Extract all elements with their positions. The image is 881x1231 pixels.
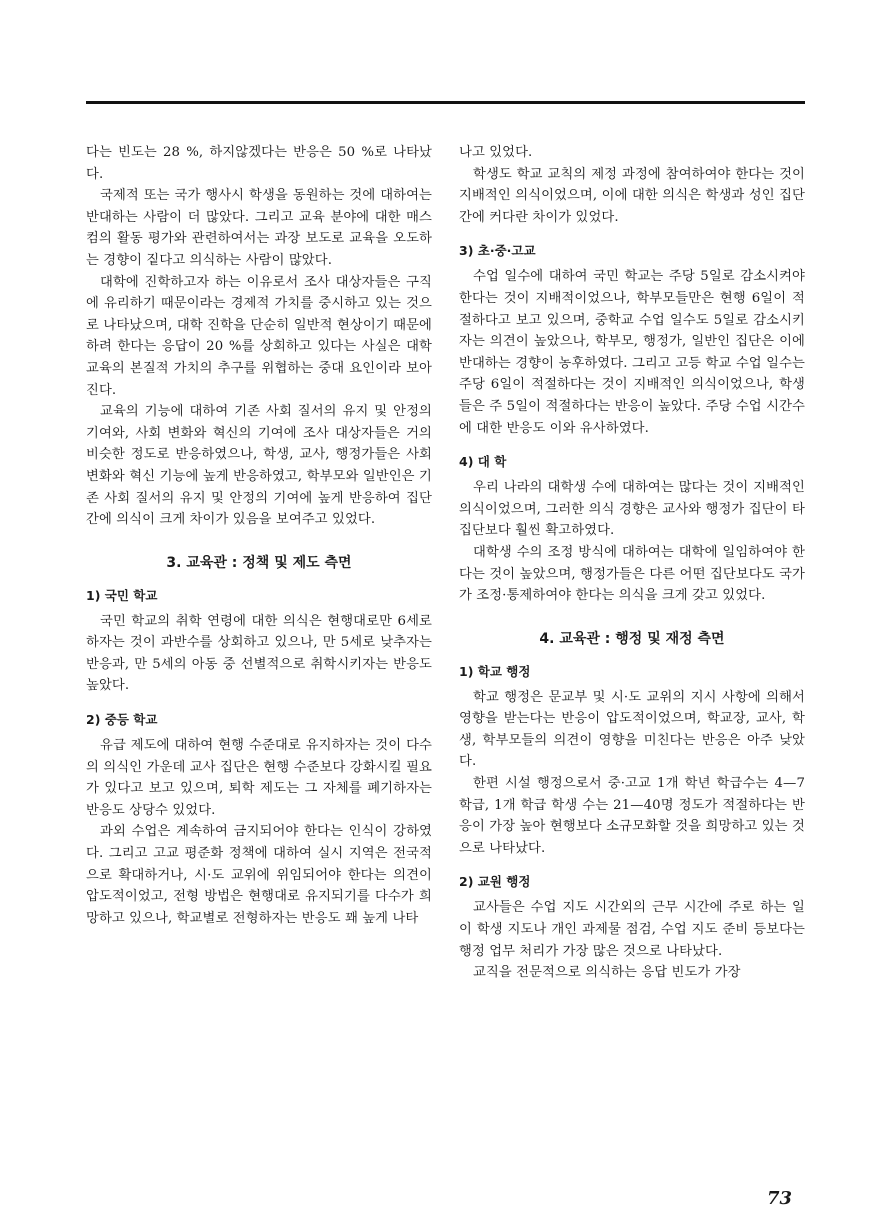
paragraph: 국민 학교의 취학 연령에 대한 의식은 현행대로만 6세로 하자는 것이 과반수를 상회하고 있으나, 만 5세로 낮추자는 반응과, 만 5세의 아동 중 선별적으로 취학시키자는 반응도 높았다. [86,613,432,694]
paragraph: 유급 제도에 대하여 현행 수준대로 유지하자는 것이 다수의 의식인 가운데 교사 집단은 현행 수준보다 강화시킬 필요가 있다고 보고 있으며, 퇴학 제도는 그 자체를 폐기하자는 반응도 상당수 있었다. [86,738,432,818]
left-column [86,140,432,929]
paragraph: 과외 수업은 계속하여 금지되어야 한다는 인식이 강하였다. 그리고 고교 평준화 정책에 대하여 실시 지역은 전국적으로 확대하거나, 시·도 교위에 위임되어야 한다는 의견이 압도적이었고, 전형 방법은 현행대로 유지되기를 다수가 희망하고 있으나, 학교별로 전형하자는 반응도 꽤 높게 나타 [86,824,432,926]
subsection-heading: 1) 학교 행정 [459,663,531,679]
paragraph: 학생도 학교 교칙의 제정 과정에 참여하여야 한다는 것이 지배적인 의식이었으며, 이에 대한 의식은 학생과 성인 집단간에 커다란 차이가 있었다. [459,166,805,225]
paragraph: 나고 있었다. [459,145,533,160]
paragraph: 다는 빈도는 28 %, 하지않겠다는 반응은 50 %로 나타났다. [86,145,432,182]
paragraph: 우리 나라의 대학생 수에 대하여는 많다는 것이 지배적인 의식이었으며, 그러한 의식 경향은 교사와 행정가 집단이 타집단보다 훨씬 확고하였다. [459,480,805,539]
section-heading: 3. 교육관 : 정책 및 제도 측면 [166,554,352,571]
subsection-heading: 3) 초·중·고교 [459,243,536,259]
paragraph: 교육의 기능에 대하여 기존 사회 질서의 유지 및 안정의 기여와, 사회 변화와 혁신의 기여에 조사 대상자들은 거의 비슷한 정도로 반응하였으나, 학생, 교사, 행정가들은 사회 변화와 혁신 기능에 높게 반응하였고, 학부모와 일반인은 기존 사회 질서의 유지 및 안정의 기여에 높게 반응하여 집단간에 의식이 크게 차이가 있음을 보여주고 있었다. [86,404,432,528]
right-column [459,140,805,984]
section-heading: 4. 교육관 : 행정 및 재정 측면 [539,630,725,647]
subsection-heading: 1) 국민 학교 [86,587,158,603]
paragraph: 대학에 진학하고자 하는 이유로서 조사 대상자들은 구직에 유리하기 때문이라는 경제적 가치를 중시하고 있는 것으로 나타났으며, 대학 진학을 단순히 일반적 현상이기 때문에 하려 한다는 응답이 20 %를 상회하고 있다는 사실은 대학 교육의 본질적 가치의 추구를 위협하는 중대 요인이라 보아진다. [86,274,432,398]
subsection-heading: 2) 중등 학교 [86,712,158,728]
page-number: 73 [767,1188,793,1209]
paragraph: 한편 시설 행정으로서 중·고교 1개 학년 학급수는 4—7학급, 1개 학급 학생 수는 21—40명 정도가 적절하다는 반응이 가장 높아 현행보다 소규모화할 것을 희망하고 있는 것으로 나타났다. [459,776,805,856]
subsection-heading: 4) 대 학 [459,454,507,470]
header-rule [86,101,805,104]
paragraph: 학교 행정은 문교부 및 시·도 교위의 지시 사항에 의해서 영향을 받는다는 반응이 압도적이었으며, 학교장, 교사, 학생, 학부모들의 의견이 영향을 미친다는 반응은 아주 낮았다. [459,689,805,770]
subsection-heading: 2) 교원 행정 [459,874,531,890]
paragraph: 국제적 또는 국가 행사시 학생을 동원하는 것에 대하여는 반대하는 사람이 더 많았다. 그리고 교육 분야에 대한 매스컴의 활동 평가와 관련하여서는 과장 보도로 교육을 오도하는 경향이 짙다고 의식하는 사람이 많았다. [86,188,432,268]
paragraph: 교직을 전문적으로 의식하는 응답 빈도가 가장 [473,965,741,981]
paragraph: 수업 일수에 대하여 국민 학교는 주당 5일로 감소시켜야 한다는 것이 지배적이었으나, 학부모들만은 현행 6일이 적절하다고 보고 있으며, 중학교 수업 일수도 5일로 감소시키자는 의견이 높았으나, 학부모, 행정가, 일반인 집단은 이에 반대하는 경향이 농후하였다. 그리고 고등 학교 수업 일수는 주당 6일이 적절하다는 것이 지배적인 의식이었으나, 학생들은 주 5일이 적절하다는 반응이 높았다. 주당 수업 시간수에 대한 반응도 이와 유사하였다. [459,269,805,436]
paragraph: 대학생 수의 조정 방식에 대하여는 대학에 일임하여야 한다는 것이 높았으며, 행정가들은 다른 어떤 집단보다도 국가가 조정·통제하여야 한다는 의식을 크게 갖고 있었다. [459,544,805,604]
paragraph: 교사들은 수업 지도 시간외의 근무 시간에 주로 하는 일이 학생 지도나 개인 과제물 점검, 수업 지도 준비 등보다는 행정 업무 처리가 가장 많은 것으로 나타났다. [459,900,805,959]
